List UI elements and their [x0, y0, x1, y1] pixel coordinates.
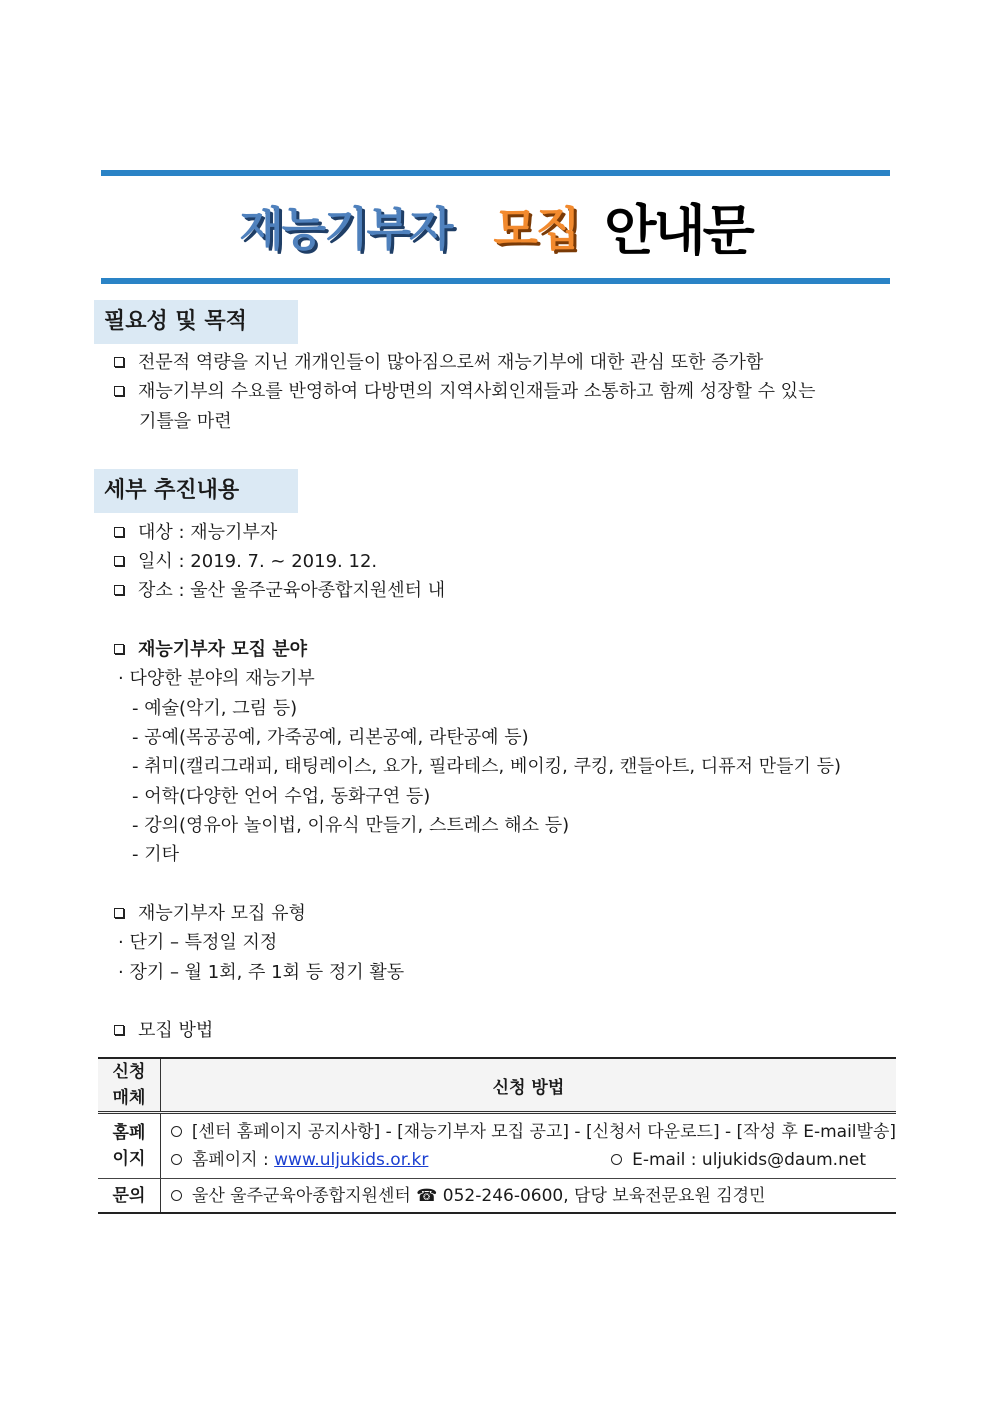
- homepage-steps: [센터 홈페이지 공지사항] - [재능기부자 모집 공고] - [신청서 다운로드] - [작성 후 E-mail발송]: [161, 1118, 896, 1146]
- table-row: [98, 1179, 896, 1214]
- fields-intro: · 다양한 분야의 재능기부: [118, 668, 315, 689]
- bottom-rule: [101, 278, 890, 284]
- field-item: - 강의(영유아 놀이법, 이유식 만들기, 스트레스 해소 등): [132, 815, 570, 836]
- field-item: - 어학(다양한 언어 수업, 동화구연 등): [132, 786, 431, 807]
- circle-bullet-icon: [611, 1154, 622, 1165]
- header-medium: 신청 매체: [98, 1058, 160, 1113]
- row-label-inquiry: 문의: [98, 1179, 160, 1214]
- table-row: [98, 1113, 896, 1179]
- detail-period: 일시 : 2019. 7. ~ 2019. 12.: [114, 548, 377, 576]
- application-table: [98, 1057, 896, 1214]
- section-heading-purpose: 필요성 및 목적: [94, 300, 298, 344]
- checkbox-bullet-icon: [114, 585, 124, 595]
- title-part-3: 안내문: [604, 198, 752, 262]
- types-heading: 재능기부자 모집 유형: [114, 900, 306, 928]
- detail-target: 대상 : 재능기부자: [114, 519, 277, 547]
- checkbox-bullet-icon: [114, 386, 124, 396]
- table-header-row: [98, 1058, 896, 1113]
- field-item: - 취미(캘리그래피, 태팅레이스, 요가, 필라테스, 베이킹, 쿠킹, 캔들아트, 디퓨저 만들기 등): [132, 756, 841, 777]
- checkbox-bullet-icon: [114, 908, 124, 918]
- purpose-item-2-cont: 기틀을 마련: [139, 411, 232, 432]
- checkbox-bullet-icon: [114, 357, 124, 367]
- checkbox-bullet-icon: [114, 644, 124, 654]
- checkbox-bullet-icon: [114, 556, 124, 566]
- fields-heading: 재능기부자 모집 분야: [114, 636, 307, 664]
- top-rule: [101, 170, 890, 176]
- homepage-link[interactable]: www.uljukids.or.kr: [274, 1150, 429, 1170]
- email-text: E-mail : uljukids@daum.net: [632, 1150, 866, 1170]
- phone-icon: ☎: [416, 1185, 438, 1206]
- checkbox-bullet-icon: [114, 527, 124, 537]
- circle-bullet-icon: [171, 1154, 182, 1165]
- field-item: - 기타: [132, 844, 179, 865]
- homepage-contact-line: 홈페이지 : www.uljukids.or.kr E-mail : uljukids@daum.net: [161, 1146, 896, 1174]
- checkbox-bullet-icon: [114, 1025, 124, 1035]
- field-item: - 예술(악기, 그림 등): [132, 698, 298, 719]
- purpose-item-1: 전문적 역량을 지닌 개개인들이 많아짐으로써 재능기부에 대한 관심 또한 증가함: [114, 349, 763, 377]
- header-method: 신청 방법: [160, 1058, 896, 1113]
- row-inquiry-content: 울산 울주군육아종합지원센터 ☎ 052-246-0600, 담당 보육전문요원 김경민: [160, 1179, 896, 1214]
- field-item: - 공예(목공공예, 가죽공예, 리본공예, 라탄공예 등): [132, 727, 529, 748]
- row-homepage-content: [160, 1113, 896, 1179]
- method-heading: 모집 방법: [114, 1017, 213, 1045]
- title-part-2: 모집: [493, 202, 579, 256]
- section-heading-details: 세부 추진내용: [94, 469, 298, 513]
- type-item: · 장기 – 월 1회, 주 1회 등 정기 활동: [118, 962, 405, 983]
- circle-bullet-icon: [171, 1190, 182, 1201]
- purpose-item-2: 재능기부의 수요를 반영하여 다방면의 지역사회인재들과 소통하고 함께 성장할 수 있는: [114, 378, 815, 406]
- row-label-homepage: 홈페 이지: [98, 1113, 160, 1179]
- detail-place: 장소 : 울산 울주군육아종합지원센터 내: [114, 577, 445, 605]
- type-item: · 단기 – 특정일 지정: [118, 932, 278, 953]
- title-part-1: 재능기부자: [239, 202, 452, 256]
- page-title: [101, 182, 890, 270]
- circle-bullet-icon: [171, 1126, 182, 1137]
